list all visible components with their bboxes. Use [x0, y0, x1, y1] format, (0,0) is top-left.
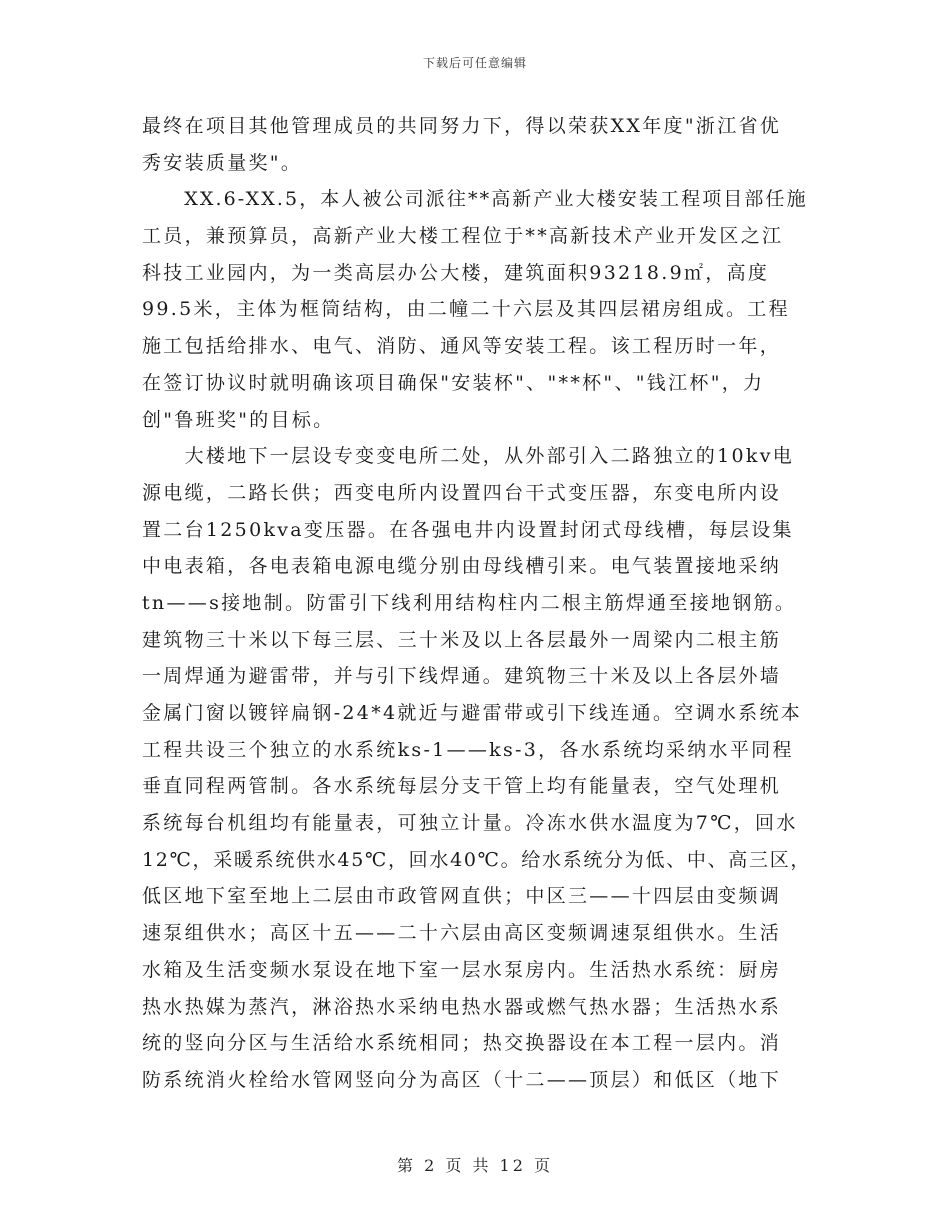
body-line: 金属门窗以镀锌扁钢-24*4就近与避雷带或引下线连通。空调水系统本 — [142, 702, 803, 724]
body-line: 系统每台机组均有能量表，可独立计量。冷冻水供水温度为7℃，回水 — [142, 812, 798, 835]
body-line: 热水热媒为蒸汽，淋浴热水采纳电热水器或燃气热水器；生活热水系 — [142, 995, 782, 1018]
body-line: 垂直同程两管制。各水系统每层分支干管上均有能量表，空气处理机 — [142, 775, 782, 798]
body-line: 秀安装质量奖"。 — [142, 151, 303, 174]
body-line: 一周焊通为避雷带，并与引下线焊通。建筑物三十米及以上各层外墙 — [142, 665, 782, 688]
document-body — [142, 108, 814, 1099]
body-line: 统的竖向分区与生活给水系统相同；热交换器设在本工程一层内。消 — [142, 1032, 782, 1055]
body-line: 源电缆，二路长供；西变电所内设置四台干式变压器，东变电所内设 — [142, 481, 782, 504]
body-line: 12℃，采暖系统供水45℃，回水40℃。给水系统分为低、中、高三区， — [142, 848, 812, 871]
body-line: 速泵组供水；高区十五——二十六层由高区变频调速泵组供水。生活 — [142, 922, 782, 945]
page-number-footer: 第 2 页 共 12 页 — [397, 1156, 553, 1175]
body-line: 建筑物三十米以下每三层、三十米及以上各层最外一周梁内二根主筋 — [142, 628, 782, 651]
body-line: XX.6-XX.5，本人被公司派往**高新产业大楼安装工程项目部任施 — [142, 188, 808, 211]
page-header: 下载后可任意编辑 — [422, 56, 527, 70]
body-line: 最终在项目其他管理成员的共同努力下，得以荣获XX年度"浙江省优 — [142, 115, 782, 137]
body-line: 防系统消火栓给水管网竖向分为高区（十二——顶层）和低区（地下 — [142, 1068, 782, 1091]
body-line: 水箱及生活变频水泵设在地下室一层水泵房内。生活热水系统：厨房 — [142, 958, 782, 981]
body-line: 科技工业园内，为一类高层办公大楼，建筑面积93218.9㎡，高度 — [142, 261, 770, 284]
body-line: 中电表箱，各电表箱电源电缆分别由母线槽引来。电气装置接地采纳 — [142, 555, 782, 578]
body-line: 施工包括给排水、电气、消防、通风等安装工程。该工程历时一年， — [142, 335, 782, 358]
body-line: tn——s接地制。防雷引下线利用结构柱内二根主筋焊通至接地钢筋。 — [142, 591, 797, 614]
body-line: 99.5米，主体为框筒结构，由二幢二十六层及其四层裙房组成。工程 — [142, 298, 790, 321]
body-line: 低区地下室至地上二层由市政管网直供；中区三——十四层由变频调 — [142, 885, 782, 908]
body-line: 工程共设三个独立的水系统ks-1——ks-3，各水系统均采纳水平同程 — [142, 738, 794, 761]
body-line: 创"鲁班奖"的目标。 — [142, 408, 335, 431]
body-line: 工员，兼预算员，高新产业大楼工程位于**高新技术产业开发区之江 — [142, 225, 784, 248]
body-line: 在签订协议时就明确该项目确保"安装杯"、"**杯"、"钱江杯"，力 — [142, 371, 765, 394]
body-line: 置二台1250kva变压器。在各强电井内设置封闭式母线槽，每层设集 — [142, 518, 794, 541]
body-line: 大楼地下一层设专变变电所二处，从外部引入二路独立的10kv电 — [142, 445, 795, 468]
